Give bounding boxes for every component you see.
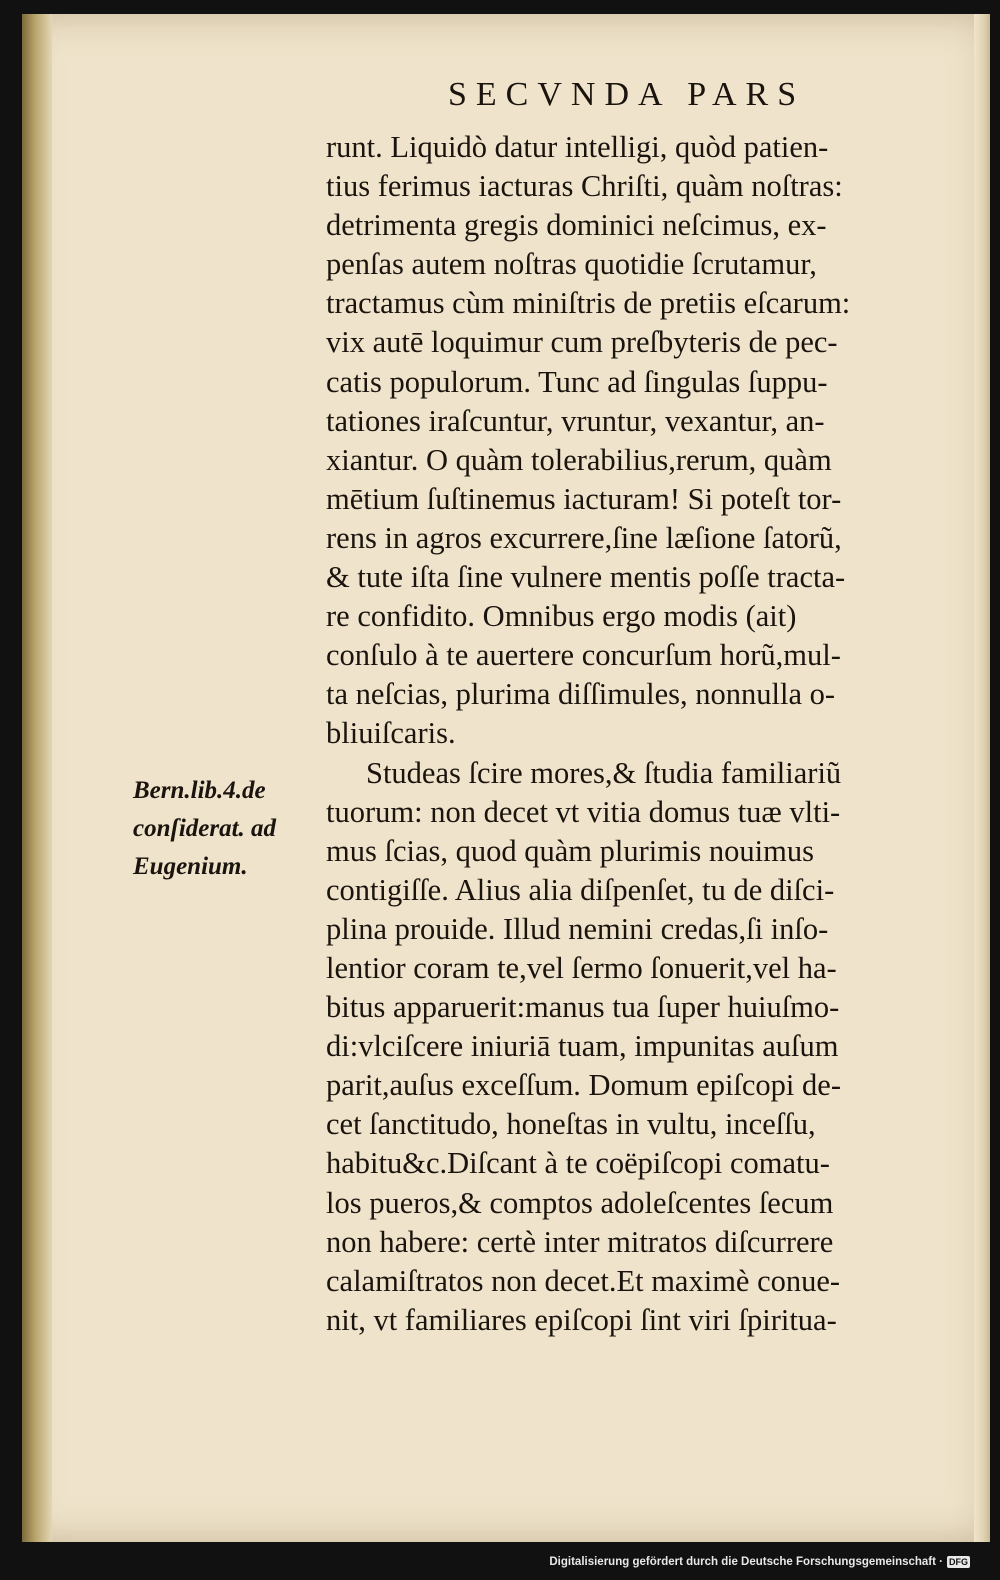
- footer-credit: Digitalisierung gefördert durch die Deutsche Forschungsgemeinschaft ·: [549, 1556, 943, 1568]
- text-line: cet ſanctitudo, honeſtas in vultu, inceſſu,: [326, 1107, 816, 1142]
- text-line: habitu&c.Diſcant à te coëpiſcopi comatu-: [326, 1146, 830, 1181]
- running-head: SECVNDA PARS: [448, 76, 806, 113]
- text-line: runt. Liquidò datur intelligi, quòd patien-: [326, 130, 829, 164]
- text-line: rens in agros excurrere,ſine læſione ſatorũ,: [326, 520, 842, 555]
- text-line: re confidito. Omnibus ergo modis (ait): [326, 599, 797, 634]
- marginal-note-line: Eugenium.: [133, 853, 248, 880]
- text-line: conſulo à te auertere concurſum horũ,mul-: [326, 638, 841, 673]
- text-line: bliuiſcaris.: [326, 716, 456, 751]
- dfg-logo-icon: DFG: [949, 1557, 968, 1567]
- page-edge: [974, 14, 990, 1542]
- text-line: contigiſſe. Alius alia diſpenſet, tu de diſci-: [326, 872, 835, 907]
- footer: [549, 1552, 970, 1572]
- text-line: bitus apparuerit:manus tua ſuper huiuſmo-: [326, 990, 840, 1025]
- text-line: vix autē loquimur cum preſbyteris de pec-: [326, 325, 838, 360]
- text-line: di:vlciſcere iniuriā tuam, impunitas auſum: [326, 1029, 839, 1064]
- body-text: [326, 128, 938, 1340]
- text-line: mus ſcias, quod quàm plurimis nouimus: [326, 833, 814, 868]
- marginal-note-line: Bern.lib.4.de: [133, 777, 266, 804]
- text-line: xiantur. O quàm tolerabilius,rerum, quàm: [326, 442, 832, 477]
- text-line: & tute iſta ſine vulnere mentis poſſe tracta-: [326, 560, 846, 595]
- text-line: tuorum: non decet vt vitia domus tuæ vlti-: [326, 794, 841, 829]
- text-line: catis populorum. Tunc ad ſingulas ſuppu-: [326, 364, 828, 399]
- text-line: tius ferimus iacturas Chriſti, quàm noſtras:: [326, 169, 843, 204]
- text-line: tractamus cùm miniſtris de pretiis eſcarum:: [326, 286, 851, 321]
- text-line: parit,auſus exceſſum. Domum epiſcopi de-: [326, 1068, 841, 1103]
- text-line: ta neſcias, plurima diſſimules, nonnulla o-: [326, 677, 836, 712]
- text-line: penſas autem noſtras quotidie ſcrutamur,: [326, 247, 817, 282]
- text-line: tationes iraſcuntur, vruntur, vexantur, an-: [326, 403, 825, 438]
- marginal-note: [133, 772, 323, 886]
- text-line: mētium ſuſtinemus iacturam! Si poteſt tor-: [326, 481, 842, 516]
- text-line: detrimenta gregis dominici neſcimus, ex-: [326, 208, 827, 243]
- marginal-note-line: conſiderat. ad: [133, 815, 277, 842]
- book-binding: [22, 14, 52, 1542]
- text-line: nit, vt familiares epiſcopi ſint viri ſpiritua-: [326, 1302, 837, 1337]
- text-line: non habere: certè inter mitratos diſcurrere: [326, 1224, 834, 1259]
- text-line: Studeas ſcire mores,& ſtudia familiariũ: [366, 755, 842, 790]
- text-line: lentior coram te,vel ſermo ſonuerit,vel ha-: [326, 950, 837, 985]
- text-line: calamiſtratos non decet.Et maximè conue-: [326, 1263, 841, 1298]
- text-line: los pueros,& comptos adoleſcentes ſecum: [326, 1185, 834, 1220]
- text-line: plina prouide. Illud nemini credas,ſi inſo-: [326, 911, 829, 946]
